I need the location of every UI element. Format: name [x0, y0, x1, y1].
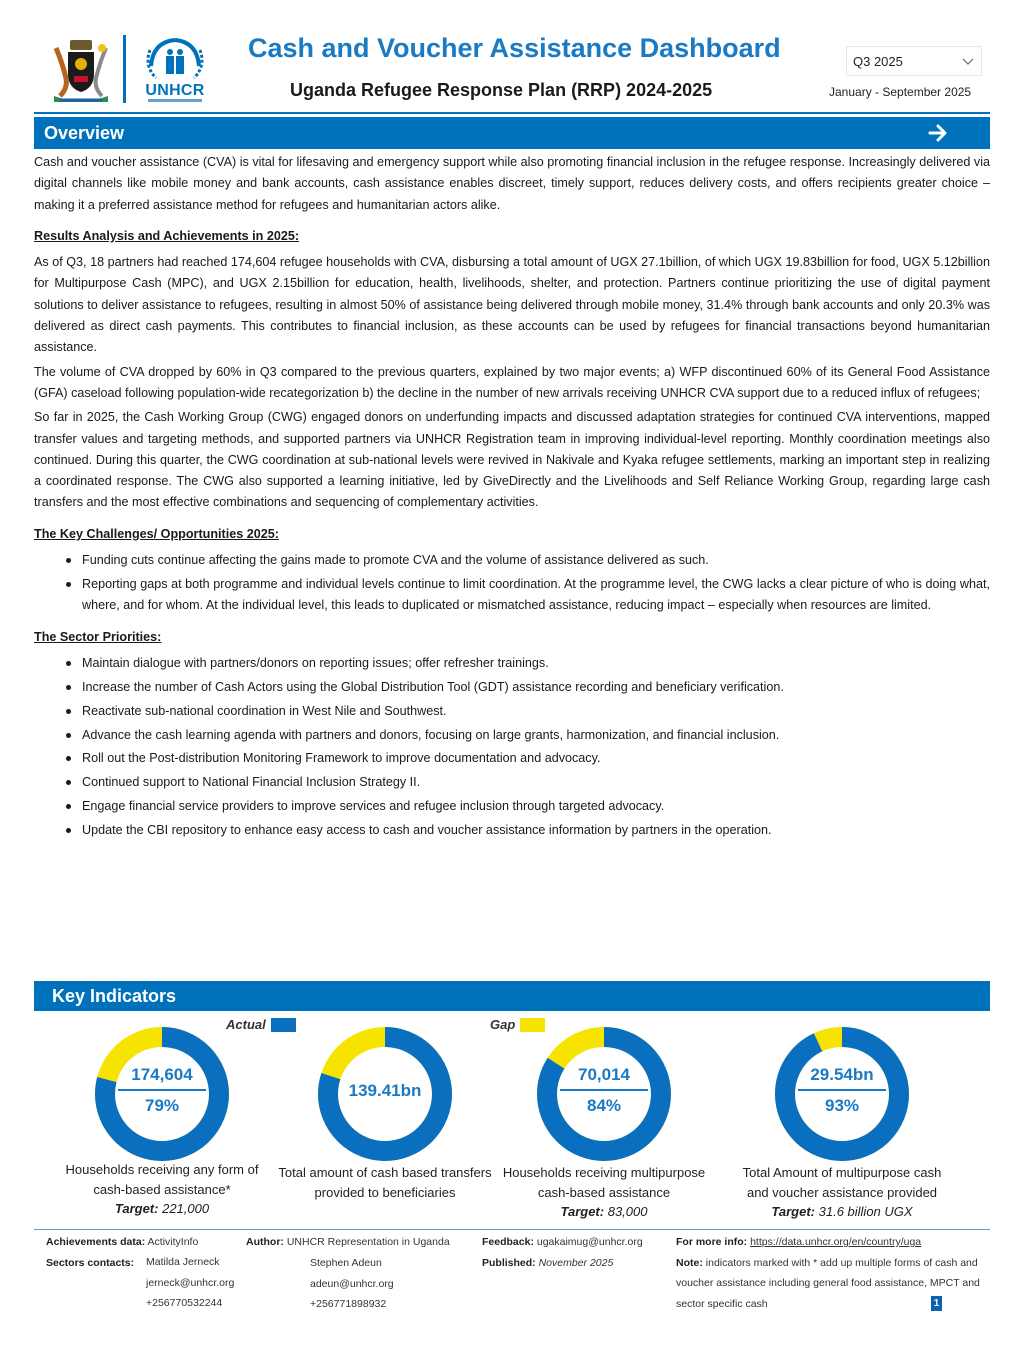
published-value: November 2025: [538, 1256, 614, 1269]
feedback-label: Feedback:: [482, 1236, 534, 1248]
value-divider: [118, 1089, 206, 1091]
indicator-label-text: Total amount of cash based transfers provided to beneficiaries: [278, 1165, 492, 1200]
note-label: Note:: [676, 1256, 703, 1269]
list-item: Funding cuts continue affecting the gains made to promote CVA and the volume of assistance delivered as such.: [64, 550, 990, 571]
page-subtitle: Uganda Refugee Response Plan (RRP) 2024-2025: [290, 80, 713, 100]
indicator-label: [732, 1163, 952, 1222]
overview-content: [34, 152, 990, 844]
legend-gap-label: Gap: [490, 1017, 516, 1032]
indicator-label-text: Total Amount of multipurpose cash and voucher assistance provided: [742, 1165, 942, 1200]
chevron-down-icon: [961, 54, 975, 68]
indicator-label: [275, 1163, 495, 1202]
header-rule: [34, 112, 990, 114]
contact-name: Matilda Jerneck: [146, 1256, 220, 1268]
unhcr-tagline: [148, 99, 202, 102]
donut-center: [554, 1064, 654, 1117]
page-title: Cash and Voucher Assistance Dashboard: [248, 33, 781, 63]
target-label: Target:: [771, 1204, 815, 1219]
feedback-email[interactable]: ugakaimug@unhcr.org: [536, 1236, 643, 1248]
indicator-label-text: Households receiving multipurpose cash-based assistance: [502, 1165, 706, 1200]
footer-feedback: [482, 1232, 643, 1273]
results-paragraph-1: As of Q3, 18 partners had reached 174,604 refugee households with CVA, disbursing a total amount of UGX 27.1billion, of which UGX 19.83billion for food, UGX 5.12billion for Multipurpose Cash (MPC), and UGX 2.15billion for education, health, livelihoods, shelter, and protection. Partners continue prioritizing the use of digital payment solutions to deliver assistance to refugees, resulting in almost 50% of assistance being delivered through mobile money, 31.4% through bank accounts and only 20.3% was delivered as direct cash payments. This contributes to financial inclusion, as these accounts can be used by refugees for financial transactions beyond humanitarian assistance.: [34, 255, 990, 355]
priorities-heading: The Sector Priorities:: [34, 629, 162, 644]
indicator-percent: 79%: [144, 1096, 180, 1115]
results-paragraph-3: So far in 2025, the Cash Working Group (CWG) engaged donors on underfunding impacts and discussed adaptation strategies for continued CVA interventions, mapped transfer values and targeting methods, and supported partners via UNHCR Registration team in improving individual-level reporting. Monthly coordination meetings also continued. During this quarter, the CWG coordination at sub-national levels were revived in Nakivale and Kyaka refugee settlements, marking an important step in realizing a coordinated response. The CWG also supported a learning initiative, led by GiveDirectly and the Livelihoods and Self Reliance Working Group, regarding large cash transfers and the most effective combinations and sequencing of complementary activities.: [34, 410, 990, 510]
indicator-value: 139.41bn: [348, 1081, 422, 1100]
key-indicators-section-bar: [34, 981, 990, 1011]
page-number: 1: [931, 1296, 942, 1311]
indicator-total-cbt-amount: [275, 1024, 495, 1224]
footer-rule: [34, 1229, 990, 1230]
author-label: Author:: [246, 1236, 284, 1248]
indicator-value: 174,604: [131, 1065, 193, 1084]
indicator-percent: 93%: [824, 1096, 860, 1115]
arrow-right-icon[interactable]: [926, 121, 950, 145]
contact-1: [146, 1252, 234, 1314]
target-label: Target:: [560, 1204, 605, 1219]
period-range: January - September 2025: [829, 85, 972, 99]
challenges-heading: The Key Challenges/ Opportunities 2025:: [34, 526, 279, 541]
list-item: Roll out the Post-distribution Monitoring Framework to improve documentation and advocacy.: [64, 748, 990, 769]
achievements-value: ActivityInfo: [147, 1236, 199, 1248]
uganda-coat-of-arms-icon: [50, 36, 112, 106]
contact-name: Stephen Adeun: [310, 1257, 382, 1269]
page-footer: [34, 1232, 990, 1322]
period-select[interactable]: [846, 46, 982, 76]
list-item: Advance the cash learning agenda with partners and donors, focusing on large grants, harmonization, and financial inclusion.: [64, 725, 990, 746]
contact-phone: +256770532244: [146, 1297, 223, 1309]
target-value: 31.6 billion UGX: [818, 1204, 913, 1219]
published-label: Published:: [482, 1256, 536, 1269]
list-item: Increase the number of Cash Actors using the Global Distribution Tool (GDT) assistance recording and beneficiary verification.: [64, 677, 990, 698]
value-divider: [560, 1089, 648, 1091]
footer-author: [246, 1232, 450, 1253]
indicator-households-any-cva: [52, 1024, 272, 1224]
contact-2: [310, 1253, 394, 1315]
value-divider: [798, 1089, 886, 1091]
indicator-label: [494, 1163, 714, 1222]
indicator-percent: 84%: [586, 1096, 622, 1115]
contact-email[interactable]: adeun@unhcr.org: [310, 1277, 394, 1290]
unhcr-logo: [142, 36, 208, 104]
achievements-label: Achievements data:: [46, 1236, 146, 1248]
list-item: Maintain dialogue with partners/donors on reporting issues; offer refresher trainings.: [64, 653, 990, 674]
overview-title: Overview: [44, 122, 125, 143]
priorities-list: [34, 653, 990, 842]
target-value: 221,000: [162, 1201, 210, 1216]
overview-section-bar: [34, 117, 990, 149]
indicator-label-text: Households receiving any form of cash-based assistance*: [65, 1162, 259, 1197]
more-info-label: For more info:: [676, 1236, 748, 1248]
key-indicators-title: Key Indicators: [52, 985, 177, 1006]
more-info-link[interactable]: https://data.unhcr.org/en/country/uga: [750, 1236, 922, 1248]
target-label: Target:: [114, 1201, 159, 1216]
unhcr-emblem-icon: [142, 36, 208, 82]
list-item: Reactivate sub-national coordination in West Nile and Southwest.: [64, 701, 990, 722]
indicator-value: 29.54bn: [810, 1065, 874, 1084]
list-item: Reporting gaps at both programme and individual levels continue to limit coordination. At the programme level, the CWG lacks a clear picture of who is doing what, where, and for whom. At the individual level, this leads to duplicated or mismatched assistance, reducing impact – especially when resources are limited.: [64, 574, 990, 617]
author-value: UNHCR Representation in Uganda: [286, 1236, 450, 1248]
contact-phone: +256771898932: [310, 1298, 387, 1310]
header-divider: [123, 35, 126, 103]
list-item: Engage financial service providers to improve services and refugee inclusion through targeted advocacy.: [64, 796, 990, 817]
results-heading: Results Analysis and Achievements in 2025:: [34, 228, 300, 243]
footer-info: [676, 1232, 992, 1314]
contact-email[interactable]: jerneck@unhcr.org: [146, 1276, 235, 1289]
page-header: [34, 30, 990, 114]
indicator-mpc-amount: [732, 1024, 952, 1224]
list-item: Update the CBI repository to enhance easy access to cash and voucher assistance information by partners in the operation.: [64, 820, 990, 841]
indicator-value: 70,014: [578, 1065, 630, 1084]
list-item: Continued support to National Financial Inclusion Strategy II.: [64, 772, 990, 793]
results-paragraph-2: The volume of CVA dropped by 60% in Q3 compared to the previous quarters, explained by two major events; a) WFP discontinued 60% of its General Food Assistance (GFA) caseload following population-wide recategorization b) the decline in the number of new arrivals receiving UNHCR CVA support due to a reduced influx of refugees;: [34, 364, 990, 400]
indicator-label: [52, 1160, 272, 1219]
target-value: 83,000: [607, 1204, 648, 1219]
unhcr-wordmark: UNHCR: [145, 82, 205, 99]
indicator-target: [52, 1199, 272, 1219]
period-select-value: Q3 2025: [853, 53, 903, 69]
donut-center: [792, 1064, 892, 1117]
indicator-target: [732, 1202, 952, 1222]
sectors-contacts-label: Sectors contacts:: [46, 1256, 135, 1269]
donut-center: [112, 1064, 212, 1117]
challenges-list: [34, 550, 990, 616]
indicator-target: [494, 1202, 714, 1222]
intro-paragraph: Cash and voucher assistance (CVA) is vital for lifesaving and emergency support while also promoting financial inclusion in the refugee response. Increasingly delivered via digital channels like mobile money and bank accounts, cash assistance enables discreet, timely support, reduces delivery costs, and offers recipients greater choice – making it a preferred assistance method for refugees and humanitarian actors alike.: [34, 155, 990, 212]
note-text: indicators marked with * add up multiple forms of cash and voucher assistance including general food assistance, MPCT and sector specific cash: [676, 1256, 980, 1310]
legend-actual-label: Actual: [226, 1017, 266, 1032]
donut-center: [335, 1080, 435, 1102]
indicator-households-mpc: [494, 1024, 714, 1224]
